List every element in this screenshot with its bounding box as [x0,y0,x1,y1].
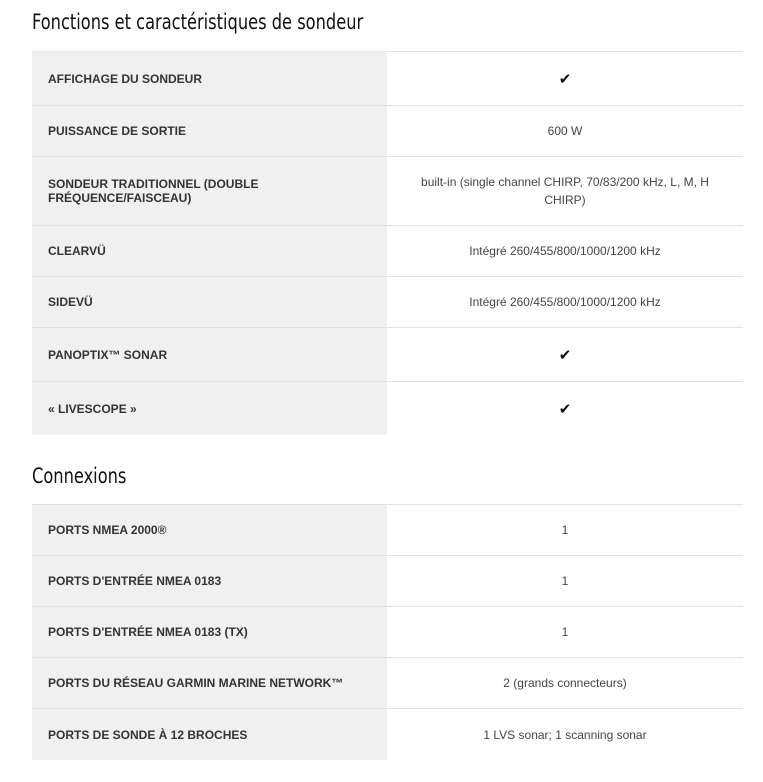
table-row [32,277,743,328]
row-value: 600 W [547,124,583,138]
row-label: AFFICHAGE DU SONDEUR [32,52,387,105]
table-row [32,157,743,226]
table-row [32,505,743,556]
table-row [32,709,743,760]
row-label: PORTS D'ENTRÉE NMEA 0183 [32,556,387,606]
row-label: CLEARVÜ [32,226,387,276]
row-label: « LIVESCOPE » [32,382,387,435]
row-label: SIDEVÜ [32,277,387,327]
row-label: PORTS DE SONDE À 12 BROCHES [32,709,387,760]
checkmark-icon: ✔ [558,69,572,88]
row-label: PORTS D'ENTRÉE NMEA 0183 (TX) [32,607,387,657]
row-value [387,328,743,381]
sonar-features-table [32,51,743,435]
row-value: Intégré 260/455/800/1000/1200 kHz [469,244,661,258]
row-value [387,52,743,105]
connections-table [32,504,743,760]
section-title-sonar-features: Fonctions et caractéristiques de sondeur [32,10,364,34]
row-value: 1 [561,523,569,537]
row-label: PORTS NMEA 2000® [32,505,387,555]
row-label: PUISSANCE DE SORTIE [32,106,387,156]
row-label: PANOPTIX™ SONAR [32,328,387,381]
row-value: 1 [561,574,569,588]
table-row [32,52,743,106]
table-row [32,556,743,607]
row-value: Intégré 260/455/800/1000/1200 kHz [469,295,661,309]
table-row [32,658,743,709]
row-value: built-in (single channel CHIRP, 70/83/200 kHz, L, M, H CHIRP) [421,175,709,207]
row-label: PORTS DU RÉSEAU GARMIN MARINE NETWORK™ [32,658,387,708]
table-row [32,106,743,157]
table-row [32,226,743,277]
row-value: 2 (grands connecteurs) [503,676,627,690]
row-value: 1 [561,625,569,639]
row-value [387,382,743,435]
table-row [32,328,743,382]
row-label: SONDEUR TRADITIONNEL (DOUBLE FRÉQUENCE/FAISCEAU) [32,157,387,225]
section-title-connections: Connexions [32,464,127,488]
row-value: 1 LVS sonar; 1 scanning sonar [483,727,647,742]
table-row [32,607,743,658]
checkmark-icon: ✔ [558,399,572,418]
checkmark-icon: ✔ [558,345,572,364]
table-row [32,382,743,435]
